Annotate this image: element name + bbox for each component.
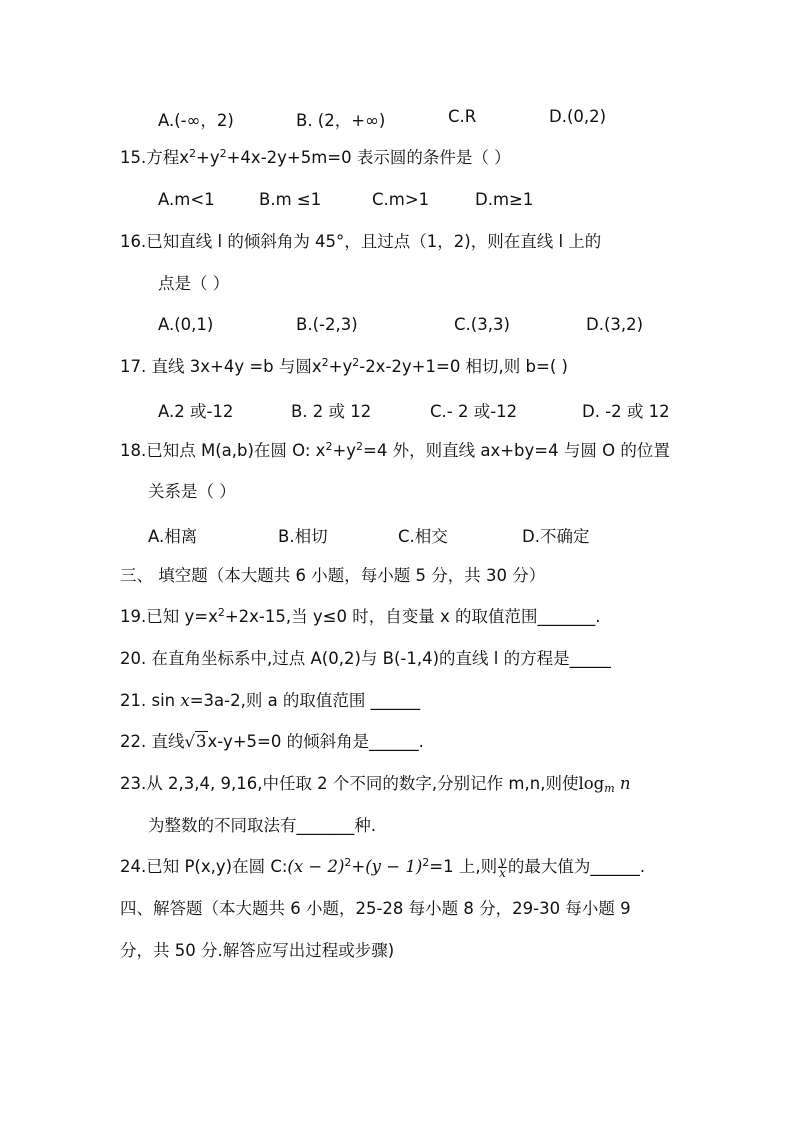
q23-text-1: 23.从 2,3,4, 9,16,中任取 2 个不同的数字,分别记作 m,n,则使 bbox=[120, 774, 579, 793]
q17-option-b: B. 2 或 12 bbox=[291, 402, 372, 421]
q15-text-2: +y bbox=[196, 148, 220, 167]
q17-text-3: -2x-2y+1=0 相切,则 b=( ) bbox=[359, 357, 568, 376]
q15-option-b: B.m ≤1 bbox=[259, 190, 322, 209]
section-4-heading-line2: 分，共 50 分.解答应写出过程或步骤) bbox=[120, 941, 395, 960]
q19-text-2: +2x-15,当 y≤0 时，自变量 x 的取值范围_______. bbox=[224, 607, 601, 626]
q23-stem-line2: 为整数的不同取法有_______种. bbox=[148, 816, 376, 835]
q19-stem bbox=[120, 606, 600, 628]
q24-text-3: 的最大值为______. bbox=[507, 857, 646, 876]
q16-option-c: C.(3,3) bbox=[454, 315, 510, 334]
q18-sup-1: 2 bbox=[325, 440, 333, 453]
q24-circle-term-b: (y − 1) bbox=[365, 857, 423, 876]
q18-stem-line1 bbox=[120, 440, 670, 462]
q19-text-1: 19.已知 y=x bbox=[120, 607, 218, 626]
q17-sup-1: 2 bbox=[321, 356, 329, 369]
q14-option-b: B. (2，+∞) bbox=[296, 111, 386, 130]
q19-sup: 2 bbox=[217, 606, 225, 619]
q14-option-c: C.R bbox=[448, 107, 477, 126]
q24-plus: + bbox=[351, 857, 366, 876]
q24-frac-num: y bbox=[499, 854, 506, 868]
q15-stem bbox=[120, 147, 511, 169]
q24-sup-2: 2 bbox=[422, 856, 430, 869]
q22-radicand: 3 bbox=[196, 732, 207, 751]
q20-stem: 20. 在直角坐标系中,过点 A(0,2)与 B(-1,4)的直线 l 的方程是_____ bbox=[120, 649, 611, 668]
q22-text-2: x-y+5=0 的倾斜角是______. bbox=[207, 732, 424, 751]
q18-text-2: +y bbox=[332, 441, 357, 460]
q24-fraction bbox=[498, 856, 507, 879]
q24-frac-den: x bbox=[499, 866, 506, 880]
q24-text-1: 24.已知 P(x,y)在圆 C: bbox=[120, 857, 288, 876]
q17-sup-2: 2 bbox=[352, 356, 360, 369]
q15-option-c: C.m>1 bbox=[372, 190, 430, 209]
q15-sup-2: 2 bbox=[219, 147, 227, 160]
q21-text-2: =3a-2,则 a 的取值范围 ______ bbox=[189, 691, 421, 710]
q17-text-2: +y bbox=[328, 357, 353, 376]
q15-sup-1: 2 bbox=[189, 147, 197, 160]
q18-option-a: A.相离 bbox=[148, 527, 198, 546]
q24-stem bbox=[120, 856, 645, 879]
q24-sup-1: 2 bbox=[344, 856, 352, 869]
section-3-heading: 三、 填空题（本大题共 6 小题，每小题 5 分，共 30 分） bbox=[120, 566, 546, 585]
q18-text-1: 18.已知点 M(a,b)在圆 O: x bbox=[120, 441, 326, 460]
q16-option-a: A.(0,1) bbox=[158, 315, 214, 334]
q23-log-arg: n bbox=[619, 774, 631, 793]
q17-option-a: A.2 或-12 bbox=[158, 402, 234, 421]
q18-text-3: =4 外，则直线 ax+by=4 与圆 O 的位置 bbox=[363, 441, 670, 460]
q18-option-c: C.相交 bbox=[398, 527, 448, 546]
q23-log-base: m bbox=[604, 782, 615, 795]
section-4-heading-line1: 四、解答题（本大题共 6 小题，25-28 每小题 8 分，29-30 每小题 9 bbox=[120, 899, 631, 918]
q16-option-b: B.(-2,3) bbox=[296, 315, 358, 334]
q17-option-d: D. -2 或 12 bbox=[582, 402, 670, 421]
q15-text-1: 15.方程x bbox=[120, 148, 190, 167]
q21-text-1: 21. sin bbox=[120, 691, 176, 710]
q16-stem-line1: 16.已知直线 l 的倾斜角为 45°，且过点（1，2)，则在直线 l 上的 bbox=[120, 232, 602, 251]
q17-stem bbox=[120, 356, 568, 378]
q18-option-d: D.不确定 bbox=[522, 527, 590, 546]
q24-text-2: =1 上,则 bbox=[429, 857, 498, 876]
q18-stem-line2: 关系是（ ） bbox=[148, 482, 236, 501]
q15-text-3: +4x-2y+5m=0 表示圆的条件是（ ） bbox=[226, 148, 511, 167]
q14-option-a: A.(-∞，2) bbox=[158, 111, 234, 130]
q16-option-d: D.(3,2) bbox=[586, 315, 644, 334]
q17-option-c: C.- 2 或-12 bbox=[430, 402, 518, 421]
q23-log: log bbox=[578, 774, 605, 793]
q15-option-d: D.m≥1 bbox=[475, 190, 534, 209]
q16-stem-line2: 点是（ ） bbox=[158, 274, 230, 293]
q18-option-b: B.相切 bbox=[278, 527, 328, 546]
q24-circle-term-a: (x − 2) bbox=[287, 857, 345, 876]
q15-option-a: A.m<1 bbox=[158, 190, 215, 209]
q22-stem bbox=[120, 731, 424, 753]
q21-var-x: x bbox=[180, 691, 190, 710]
q23-stem-line1 bbox=[120, 773, 631, 795]
q21-stem bbox=[120, 690, 420, 712]
q17-text-1: 17. 直线 3x+4y =b 与圆x bbox=[120, 357, 322, 376]
q18-sup-2: 2 bbox=[356, 440, 364, 453]
q14-option-d: D.(0,2) bbox=[549, 107, 607, 126]
q22-text-1: 22. 直线 bbox=[120, 732, 185, 751]
q22-sqrt: √3 bbox=[184, 732, 207, 751]
